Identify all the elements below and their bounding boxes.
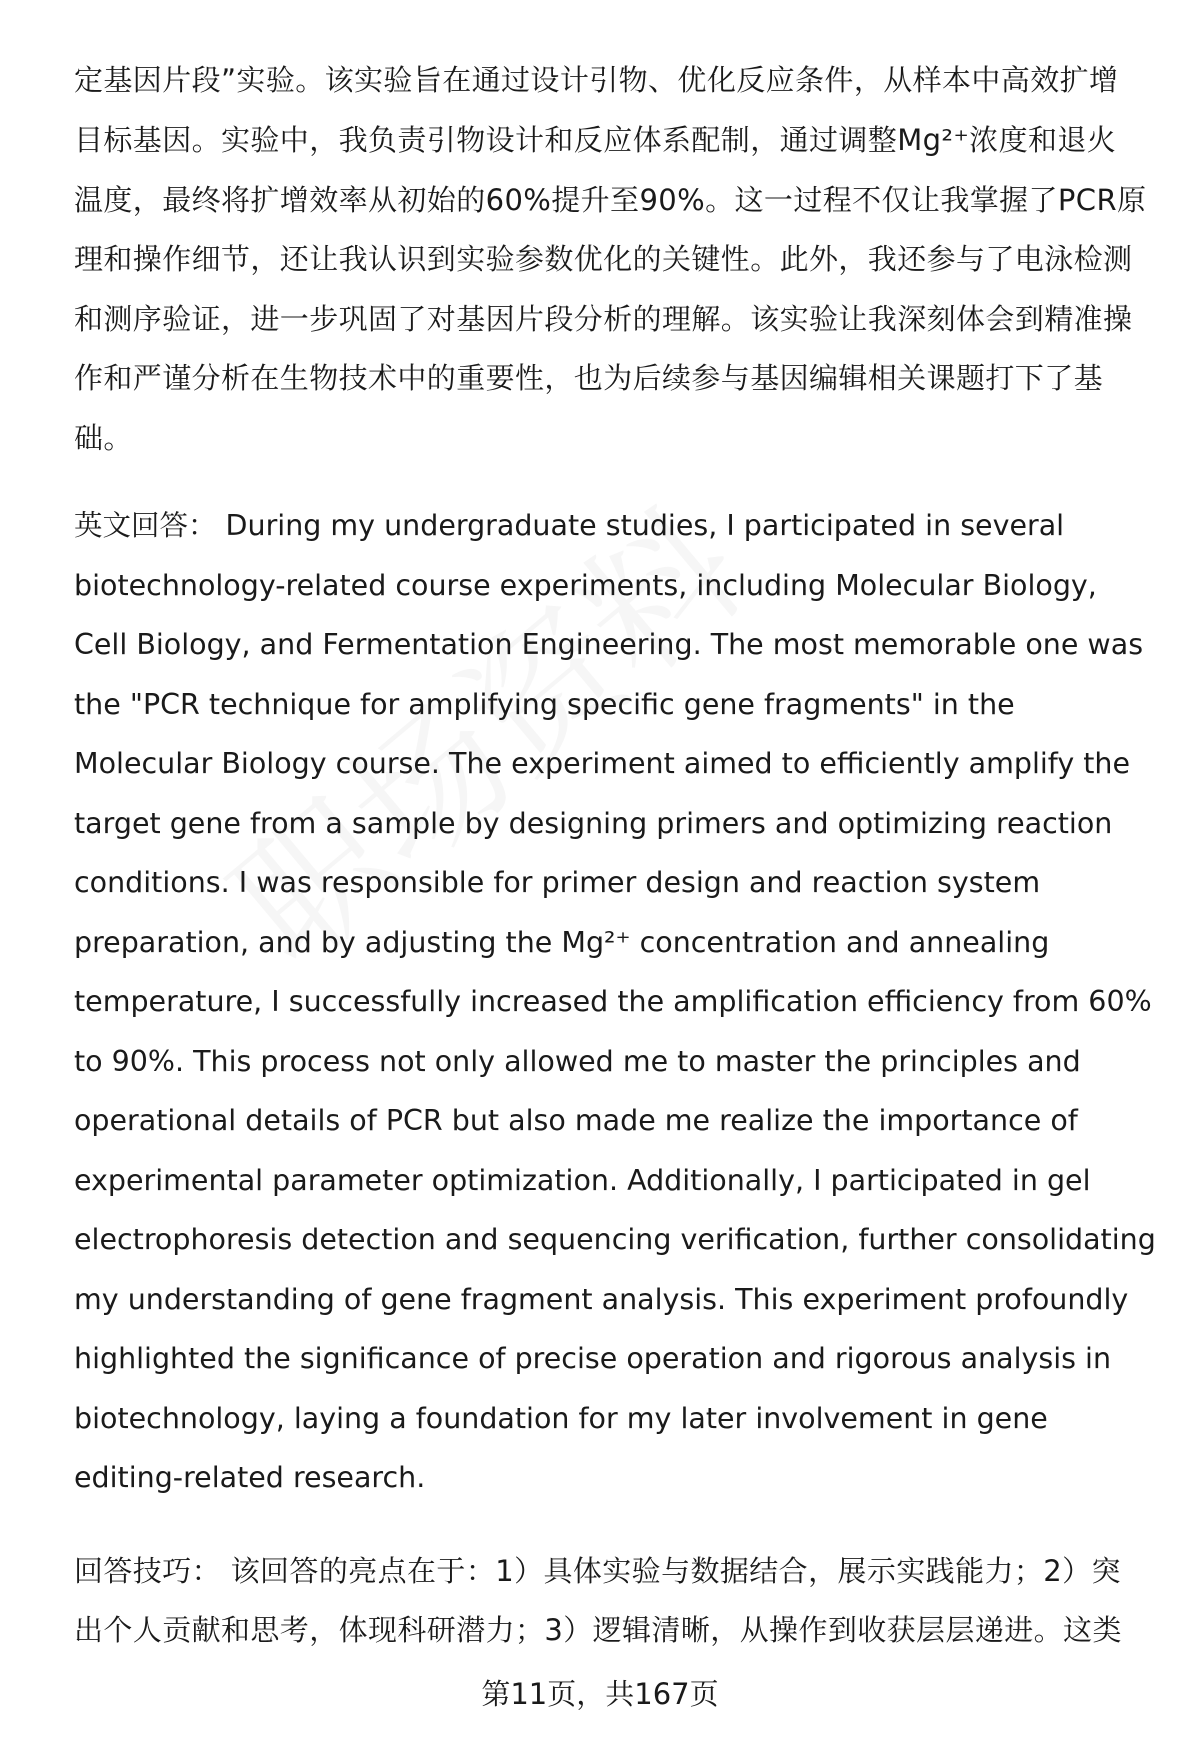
text-line: 目标基因。实验中，我负责引物设计和反应体系配制，通过调整Mg²⁺浓度和退火 — [74, 123, 1117, 157]
text-line: to 90%. This process not only allowed me to master the principles and — [74, 1045, 1081, 1078]
text-line: biotechnology, laying a foundation for my later involvement in gene — [74, 1402, 1048, 1435]
text-line: experimental parameter optimization. Additionally, I participated in gel — [74, 1164, 1091, 1197]
text-line: 理和操作细节，还让我认识到实验参数优化的关键性。此外，我还参与了电泳检测 — [74, 242, 1133, 276]
text-line: editing-related research. — [74, 1461, 426, 1494]
text-line: 回答技巧： 该回答的亮点在于：1）具体实验与数据结合，展示实践能力；2）突 — [74, 1554, 1121, 1588]
text-line: biotechnology-related course experiments, including Molecular Biology, — [74, 569, 1097, 602]
page-number: 第11页，共167页 — [481, 1677, 719, 1711]
text-line: Molecular Biology course. The experiment aimed to efficiently amplify the — [74, 747, 1131, 780]
text-line: electrophoresis detection and sequencing verification, further consolidating — [74, 1223, 1156, 1256]
text-line: operational details of PCR but also made me realize the importance of — [74, 1104, 1078, 1137]
text-line: highlighted the significance of precise operation and rigorous analysis in — [74, 1342, 1112, 1375]
text-line: target gene from a sample by designing primers and optimizing reaction — [74, 807, 1113, 840]
text-line: 作和严谨分析在生物技术中的重要性，也为后续参与基因编辑相关课题打下了基 — [74, 361, 1104, 395]
text-line: 英文回答： During my undergraduate studies, I participated in several — [74, 509, 1065, 542]
text-line: 础。 — [74, 421, 133, 455]
text-line: Cell Biology, and Fermentation Engineering. The most memorable one was — [74, 628, 1144, 661]
text-line: conditions. I was responsible for primer design and reaction system — [74, 866, 1041, 899]
text-line: the "PCR technique for amplifying specific gene fragments" in the — [74, 688, 1015, 721]
text-line: my understanding of gene fragment analysis. This experiment profoundly — [74, 1283, 1129, 1316]
text-line: 出个人贡献和思考，体现科研潜力；3）逻辑清晰，从操作到收获层层递进。这类 — [74, 1613, 1122, 1647]
text-line: 定基因片段”实验。该实验旨在通过设计引物、优化反应条件，从样本中高效扩增 — [74, 63, 1119, 97]
text-line: temperature, I successfully increased the amplification efficiency from 60% — [74, 985, 1152, 1018]
text-line: 温度，最终将扩增效率从初始的60%提升至90%。这一过程不仅让我掌握了PCR原 — [74, 183, 1147, 217]
text-line: preparation, and by adjusting the Mg²⁺ concentration and annealing — [74, 926, 1050, 959]
text-line: 和测序验证，进一步巩固了对基因片段分析的理解。该实验让我深刻体会到精准操 — [74, 302, 1133, 336]
